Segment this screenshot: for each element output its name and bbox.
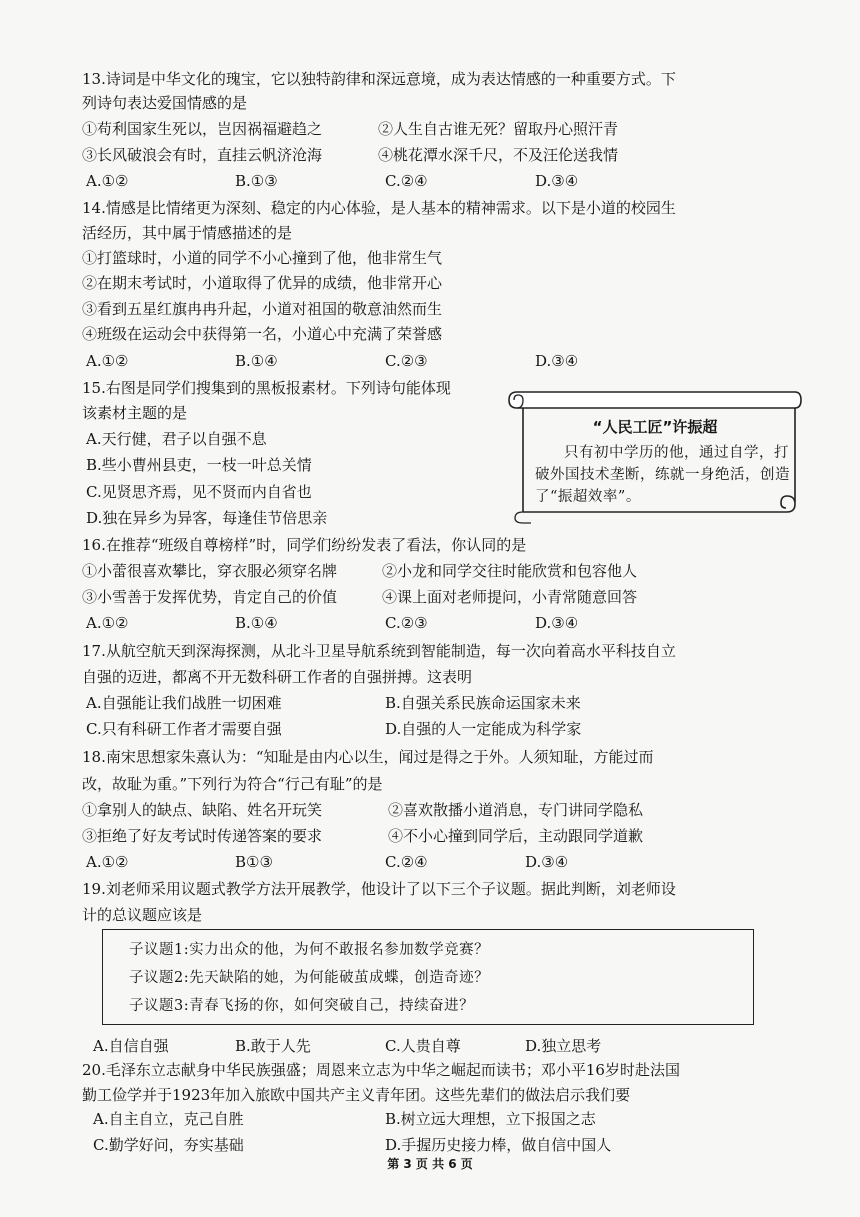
subtopic-1: 子议题1:实力出众的他，为何不敢报名参加数学竞赛？ (129, 942, 490, 958)
q18-item-2: ②喜欢散播小道消息，专门讲同学隐私 (388, 801, 644, 819)
q14-item-2: ②在期末考试时，小道取得了优异的成绩，他非常开心 (82, 274, 443, 292)
q13-item-4: ④桃花潭水深千尺，不及汪伦送我情 (378, 146, 619, 164)
q17-option-d[interactable]: D.自强的人一定能成为科学家 (385, 720, 582, 738)
q20-option-a[interactable]: A.自主自立，克己自胜 (93, 1110, 244, 1128)
q15-option-b[interactable]: B.些小曹州县吏，一枝一叶总关情 (86, 456, 312, 474)
poster-title: “人民工匠”许振超 (592, 418, 718, 436)
q18-stem-line1: 18.南宋思想家朱熹认为：“知耻是由内心以生，闻过是得之于外。人须知耻，方能过而 (82, 748, 654, 766)
q19-stem-line2: 计的总议题应该是 (82, 906, 203, 924)
q16-option-b[interactable]: B.①④ (235, 614, 278, 632)
q16-item-4: ④课上面对老师提问，小青常随意回答 (382, 588, 638, 606)
q17-option-a[interactable]: A.自强能让我们战胜一切困难 (86, 694, 282, 712)
q14-item-1: ①打篮球时，小道的同学不小心撞到了他，他非常生气 (82, 249, 443, 267)
q14-item-4: ④班级在运动会中获得第一名，小道心中充满了荣誉感 (82, 325, 443, 343)
q19-option-b[interactable]: B.敢于人先 (235, 1037, 311, 1055)
q15-option-a[interactable]: A.天行健，君子以自强不息 (86, 430, 267, 448)
poster-body: 只有初中学历的他，通过自学，打破外国技术垄断，练就一身绝活，创造了“振超效率”。 (535, 445, 790, 505)
page-footer: 第 3 页 共 6 页 (387, 1157, 473, 1171)
q13-item-1: ①苟利国家生死以，岂因祸福避趋之 (82, 120, 323, 138)
q18-item-1: ①拿别人的缺点、缺陷、姓名开玩笑 (82, 801, 323, 819)
q14-option-b[interactable]: B.①④ (235, 352, 278, 370)
q17-option-b[interactable]: B.自强关系民族命运国家未来 (385, 694, 581, 712)
q13-item-3: ③长风破浪会有时，直挂云帆济沧海 (82, 146, 323, 164)
q14-option-a[interactable]: A.①② (86, 352, 129, 370)
subtopic-box (102, 929, 754, 1025)
q20-option-c[interactable]: C.勤学好问，夯实基础 (93, 1136, 244, 1154)
q18-item-3: ③拒绝了好友考试时传递答案的要求 (82, 827, 323, 845)
subtopic-3: 子议题3:青春飞扬的你，如何突破自己，持续奋进？ (129, 998, 475, 1014)
q18-option-b[interactable]: B①③ (235, 853, 273, 871)
q17-option-c[interactable]: C.只有科研工作者才需要自强 (86, 720, 282, 738)
q17-stem-line2: 自强的迈进，都离不开无数科研工作者的自强拼搏。这表明 (82, 668, 473, 686)
q14-option-c[interactable]: C.②③ (385, 352, 428, 370)
q18-option-d[interactable]: D.③④ (525, 853, 569, 871)
q19-option-d[interactable]: D.独立思考 (525, 1037, 602, 1055)
q16-item-2: ②小龙和同学交往时能欣赏和包容他人 (382, 562, 638, 580)
blackboard-poster-scroll (505, 384, 805, 526)
q15-stem-line1: 15.右图是同学们搜集到的黑板报素材。下列诗句能体现 (82, 379, 451, 397)
q15-stem-line2: 该素材主题的是 (82, 404, 188, 422)
q19-option-c[interactable]: C.人贵自尊 (385, 1037, 461, 1055)
q18-stem-line2: 改，故耻为重。”下列行为符合“行己有耻”的是 (82, 775, 383, 793)
q15-option-c[interactable]: C.见贤思齐焉，见不贤而内自省也 (86, 483, 312, 501)
q16-item-3: ③小雪善于发挥优势，肯定自己的价值 (82, 588, 338, 606)
q20-option-d[interactable]: D.手握历史接力棒，做自信中国人 (385, 1136, 612, 1154)
q15-option-d[interactable]: D.独在异乡为异客，每逢佳节倍思亲 (86, 509, 328, 527)
q16-option-a[interactable]: A.①② (86, 614, 129, 632)
q14-item-3: ③看到五星红旗冉冉升起，小道对祖国的敬意油然而生 (82, 300, 443, 318)
q18-option-a[interactable]: A.①② (86, 853, 129, 871)
q18-option-c[interactable]: C.②④ (385, 853, 428, 871)
q19-option-a[interactable]: A.自信自强 (93, 1037, 169, 1055)
q17-stem-line1: 17.从航空航天到深海探测，从北斗卫星导航系统到智能制造，每一次向着高水平科技自立 (82, 642, 676, 660)
q16-option-d[interactable]: D.③④ (535, 614, 579, 632)
q18-item-4: ④不小心撞到同学后，主动跟同学道歉 (388, 827, 644, 845)
q19-stem-line1: 19.刘老师采用议题式教学方法开展教学，他设计了以下三个子议题。据此判断，刘老师设 (82, 880, 676, 898)
q20-stem-line1: 20.毛泽东立志献身中华民族强盛；周恩来立志为中华之崛起而读书；邓小平16岁时赴法国 (82, 1061, 680, 1079)
q14-stem-line1: 14.情感是比情绪更为深刻、稳定的内心体验，是人基本的精神需求。以下是小道的校园生 (82, 199, 676, 217)
q13-stem-line1: 13.诗词是中华文化的瑰宝，它以独特韵律和深远意境，成为表达情感的一种重要方式。下 (82, 70, 676, 88)
q16-option-c[interactable]: C.②③ (385, 614, 428, 632)
q20-option-b[interactable]: B.树立远大理想，立下报国之志 (385, 1110, 596, 1128)
q16-item-1: ①小蕾很喜欢攀比，穿衣服必须穿名牌 (82, 562, 338, 580)
q13-option-b[interactable]: B.①③ (235, 172, 278, 190)
subtopic-2: 子议题2:先天缺陷的她，为何能破茧成蝶，创造奇迹？ (129, 970, 490, 986)
q13-option-d[interactable]: D.③④ (535, 172, 579, 190)
q14-option-d[interactable]: D.③④ (535, 352, 579, 370)
q13-option-a[interactable]: A.①② (86, 172, 129, 190)
q13-item-2: ②人生自古谁无死？留取丹心照汗青 (378, 120, 619, 138)
q13-option-c[interactable]: C.②④ (385, 172, 428, 190)
q14-stem-line2: 活经历，其中属于情感描述的是 (82, 224, 293, 242)
q16-stem-line1: 16.在推荐“班级自尊榜样”时，同学们纷纷发表了看法，你认同的是 (82, 536, 527, 554)
q20-stem-line2: 勤工俭学并于1923年加入旅欧中国共产主义青年团。这些先辈们的做法启示我们要 (82, 1086, 631, 1104)
q13-stem-line2: 列诗句表达爱国情感的是 (82, 94, 248, 112)
